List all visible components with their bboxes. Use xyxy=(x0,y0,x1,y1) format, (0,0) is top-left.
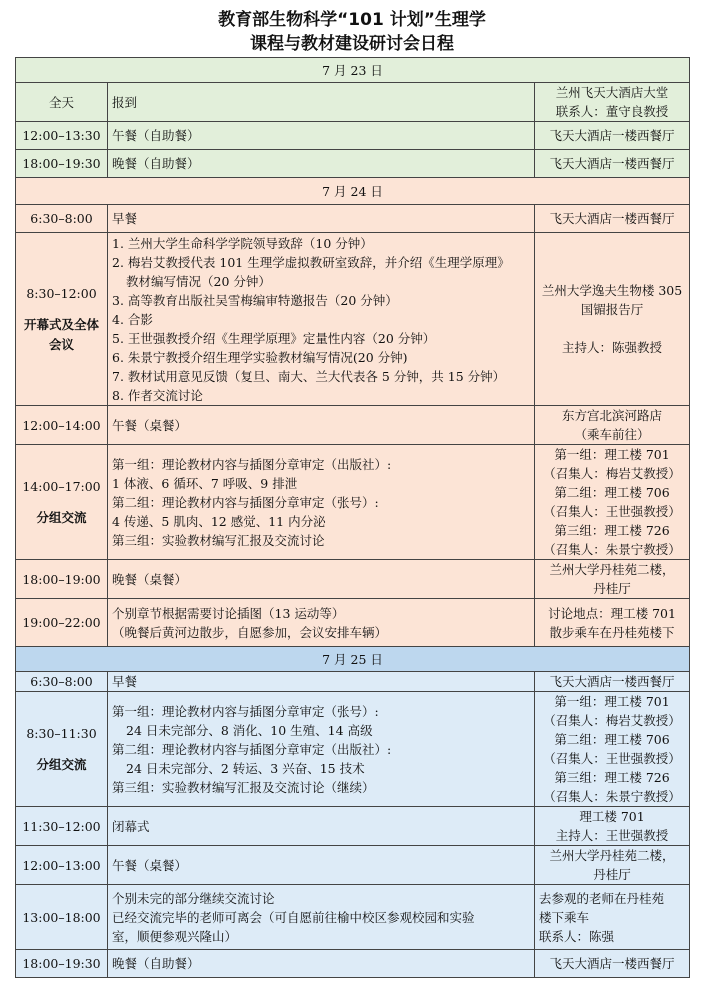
content-cell xyxy=(108,122,535,150)
content-line: 晚餐（桌餐） xyxy=(112,571,188,587)
day-header-row xyxy=(16,647,690,672)
location-line: （乘车前往） xyxy=(574,427,650,442)
content-line: 3. 高等教育出版社吴雪梅编审特邀报告（20 分钟） xyxy=(112,292,398,308)
day-date: 7 月 25 日 xyxy=(16,647,690,672)
location-cell xyxy=(535,885,690,950)
time-text: 19:00–22:00 xyxy=(22,615,101,630)
location-line: 楼下乘车 xyxy=(539,909,590,925)
location-cell xyxy=(535,233,690,406)
location-cell xyxy=(535,205,690,233)
time-text: 18:00–19:30 xyxy=(22,956,101,971)
location-cell xyxy=(535,672,690,692)
schedule-row xyxy=(16,950,690,978)
content-line: 教材编写情况（20 分钟） xyxy=(126,273,271,289)
time-text: 12:00–13:00 xyxy=(22,857,101,873)
content-line: 午餐（桌餐） xyxy=(112,417,188,433)
location-line: 散步乘车在丹桂苑楼下 xyxy=(549,624,675,640)
location-cell xyxy=(535,150,690,178)
location-line: 飞天大酒店一楼西餐厅 xyxy=(549,956,675,971)
time-cell xyxy=(16,406,108,445)
location-line: （召集人：梅岩艾教授） xyxy=(543,713,681,728)
location-line: 理工楼 701 xyxy=(579,809,645,824)
content-cell xyxy=(108,406,535,445)
time-text: 12:00–14:00 xyxy=(22,417,101,433)
location-line: 联系人：陈强 xyxy=(539,928,615,944)
location-line: 兰州大学丹桂苑二楼， xyxy=(549,562,675,577)
location-cell xyxy=(535,599,690,647)
content-line: 第一组：理论教材内容与插图分章审定（出版社）: xyxy=(112,456,392,472)
time-cell xyxy=(16,885,108,950)
content-cell xyxy=(108,950,535,978)
day-date: 7 月 24 日 xyxy=(16,178,690,205)
time-cell xyxy=(16,122,108,150)
content-line: 1 体液、6 循环、7 呼吸、9 排泄 xyxy=(112,475,298,491)
content-line: 1. 兰州大学生命科学学院领导致辞（10 分钟） xyxy=(112,235,373,251)
schedule-row xyxy=(16,692,690,807)
location-cell xyxy=(535,560,690,599)
content-cell xyxy=(108,150,535,178)
content-line: 室，顺便参观兴隆山） xyxy=(112,928,238,944)
schedule-row xyxy=(16,122,690,150)
day-date: 7 月 23 日 xyxy=(16,58,690,83)
location-line xyxy=(539,319,685,338)
location-cell xyxy=(535,692,690,807)
session-title: 开幕式及全体会议 xyxy=(23,316,99,352)
schedule-row xyxy=(16,560,690,599)
schedule-row xyxy=(16,885,690,950)
time-cell xyxy=(16,560,108,599)
location-line: 兰州大学逸夫生物楼 305 xyxy=(541,283,683,298)
content-line: 24 日未完部分、2 转运、3 兴奋、15 技术 xyxy=(126,760,365,776)
location-line: 飞天大酒店一楼西餐厅 xyxy=(549,674,675,689)
content-line: 5. 王世强教授介绍《生理学原理》定量性内容（20 分钟） xyxy=(112,330,436,346)
location-line: （召集人：王世强教授） xyxy=(543,504,681,519)
content-line: 午餐（桌餐） xyxy=(112,857,188,873)
location-cell xyxy=(535,83,690,122)
schedule-row xyxy=(16,83,690,122)
content-line: 午餐（自助餐） xyxy=(112,128,200,143)
location-line: 兰州大学丹桂苑二楼， xyxy=(549,848,675,863)
location-cell xyxy=(535,122,690,150)
location-line: 飞天大酒店一楼西餐厅 xyxy=(549,156,675,171)
location-line: 第三组：理工楼 726 xyxy=(554,523,670,538)
location-line: 讨论地点：理工楼 701 xyxy=(548,605,676,621)
time-cell xyxy=(16,950,108,978)
location-line: （召集人：梅岩艾教授） xyxy=(543,466,681,481)
content-line: 早餐 xyxy=(112,674,138,689)
content-line: 第一组：理论教材内容与插图分章审定（张号）: xyxy=(112,703,379,719)
spacer xyxy=(20,496,103,508)
schedule-row xyxy=(16,846,690,885)
spacer xyxy=(20,743,103,755)
schedule-row xyxy=(16,672,690,692)
location-line: 飞天大酒店一楼西餐厅 xyxy=(549,128,675,143)
content-line: 晚餐（自助餐） xyxy=(112,956,200,971)
schedule-row xyxy=(16,807,690,846)
content-line: 第三组：实验教材编写汇报及交流讨论 xyxy=(112,532,325,548)
content-line: （晚餐后黄河边散步，自愿参加，会议安排车辆） xyxy=(112,624,388,640)
content-line: 晚餐（自助餐） xyxy=(112,156,200,171)
content-line: 报到 xyxy=(112,94,138,110)
schedule-row xyxy=(16,406,690,445)
content-line: 已经交流完毕的老师可离会（可自愿前往榆中校区参观校园和实验 xyxy=(112,909,475,925)
page-title-line1: 教育部生物科学“101 计划”生理学 xyxy=(218,10,486,30)
schedule-row xyxy=(16,150,690,178)
location-line: 第一组：理工楼 701 xyxy=(554,694,670,709)
location-line: 兰州飞天大酒店大堂 xyxy=(555,85,669,100)
location-line: 去参观的老师在丹桂苑 xyxy=(539,890,665,906)
content-line: 7. 教材试用意见反馈（复旦、南大、兰大代表各 5 分钟，共 15 分钟） xyxy=(112,368,506,384)
time-text: 18:00–19:30 xyxy=(22,156,101,171)
location-line: 第一组：理工楼 701 xyxy=(554,447,670,462)
time-text: 13:00–18:00 xyxy=(22,909,101,925)
content-line: 闭幕式 xyxy=(112,818,150,834)
time-cell xyxy=(16,692,108,807)
content-cell xyxy=(108,445,535,560)
content-line: 第二组：理论教材内容与插图分章审定（出版社）: xyxy=(112,741,392,757)
content-line: 6. 朱景宁教授介绍生理学实验教材编写情况(20 分钟) xyxy=(112,349,408,365)
location-cell xyxy=(535,950,690,978)
time-cell xyxy=(16,445,108,560)
time-cell xyxy=(16,599,108,647)
content-line: 8. 作者交流讨论 xyxy=(112,387,203,403)
time-text: 6:30–8:00 xyxy=(30,674,93,689)
day-header-row xyxy=(16,178,690,205)
time-text: 11:30–12:00 xyxy=(22,818,101,834)
content-cell xyxy=(108,599,535,647)
time-cell xyxy=(16,846,108,885)
content-line: 第三组：实验教材编写汇报及交流讨论（继续） xyxy=(112,779,375,795)
time-text: 8:30–12:00 xyxy=(26,285,97,301)
content-line: 2. 梅岩艾教授代表 101 生理学虚拟教研室致辞，并介绍《生理学原理》 xyxy=(112,254,510,270)
location-line: 第三组：理工楼 726 xyxy=(554,770,670,785)
content-line: 4 传递、5 肌肉、12 感觉、11 内分泌 xyxy=(112,513,326,529)
time-cell xyxy=(16,672,108,692)
schedule-table xyxy=(15,57,690,978)
time-cell xyxy=(16,205,108,233)
time-text: 全天 xyxy=(48,94,74,110)
location-line: 东方宫北滨河路店 xyxy=(562,408,663,423)
location-line: 主持人：陈强教授 xyxy=(562,340,663,355)
time-cell xyxy=(16,83,108,122)
schedule-row xyxy=(16,233,690,406)
location-line: （召集人：朱景宁教授） xyxy=(543,542,681,557)
content-cell xyxy=(108,83,535,122)
time-text: 6:30–8:00 xyxy=(30,211,93,226)
location-line: 国镅报告厅 xyxy=(580,302,644,317)
content-line: 早餐 xyxy=(112,211,138,226)
session-title: 分组交流 xyxy=(36,509,87,525)
location-cell xyxy=(535,406,690,445)
time-text: 14:00–17:00 xyxy=(22,478,101,494)
time-cell xyxy=(16,233,108,406)
location-line: （召集人：王世强教授） xyxy=(543,751,681,766)
location-cell xyxy=(535,846,690,885)
location-line: 飞天大酒店一楼西餐厅 xyxy=(549,211,675,226)
location-line: （召集人：朱景宁教授） xyxy=(543,789,681,804)
spacer xyxy=(20,303,103,315)
content-line: 第二组：理论教材内容与插图分章审定（张号）: xyxy=(112,494,379,510)
content-cell xyxy=(108,233,535,406)
content-line: 24 日未完部分、8 消化、10 生殖、14 高级 xyxy=(126,722,373,738)
location-line: 第二组：理工楼 706 xyxy=(554,485,670,500)
content-cell xyxy=(108,807,535,846)
location-line: 丹桂厅 xyxy=(593,581,631,596)
content-line: 个别未完的部分继续交流讨论 xyxy=(112,890,275,906)
time-text: 8:30–11:30 xyxy=(26,725,97,741)
location-cell xyxy=(535,807,690,846)
content-line: 个别章节根据需要讨论插图（13 运动等） xyxy=(112,605,345,621)
content-cell xyxy=(108,672,535,692)
content-cell xyxy=(108,692,535,807)
time-cell xyxy=(16,807,108,846)
content-cell xyxy=(108,205,535,233)
content-cell xyxy=(108,846,535,885)
schedule-row xyxy=(16,599,690,647)
session-title: 分组交流 xyxy=(36,756,87,772)
time-text: 12:00–13:30 xyxy=(22,128,101,143)
content-cell xyxy=(108,560,535,599)
location-cell xyxy=(535,445,690,560)
location-line: 主持人：王世强教授 xyxy=(555,828,669,843)
time-cell xyxy=(16,150,108,178)
time-text: 18:00–19:00 xyxy=(22,571,101,587)
content-cell xyxy=(108,885,535,950)
location-line: 联系人：董守良教授 xyxy=(555,104,669,119)
schedule-row xyxy=(16,205,690,233)
page-title-line2: 课程与教材建设研讨会日程 xyxy=(250,34,454,54)
location-line: 第二组：理工楼 706 xyxy=(554,732,670,747)
content-line: 4. 合影 xyxy=(112,311,153,327)
day-header-row xyxy=(16,58,690,83)
schedule-row xyxy=(16,445,690,560)
location-line: 丹桂厅 xyxy=(593,867,631,882)
